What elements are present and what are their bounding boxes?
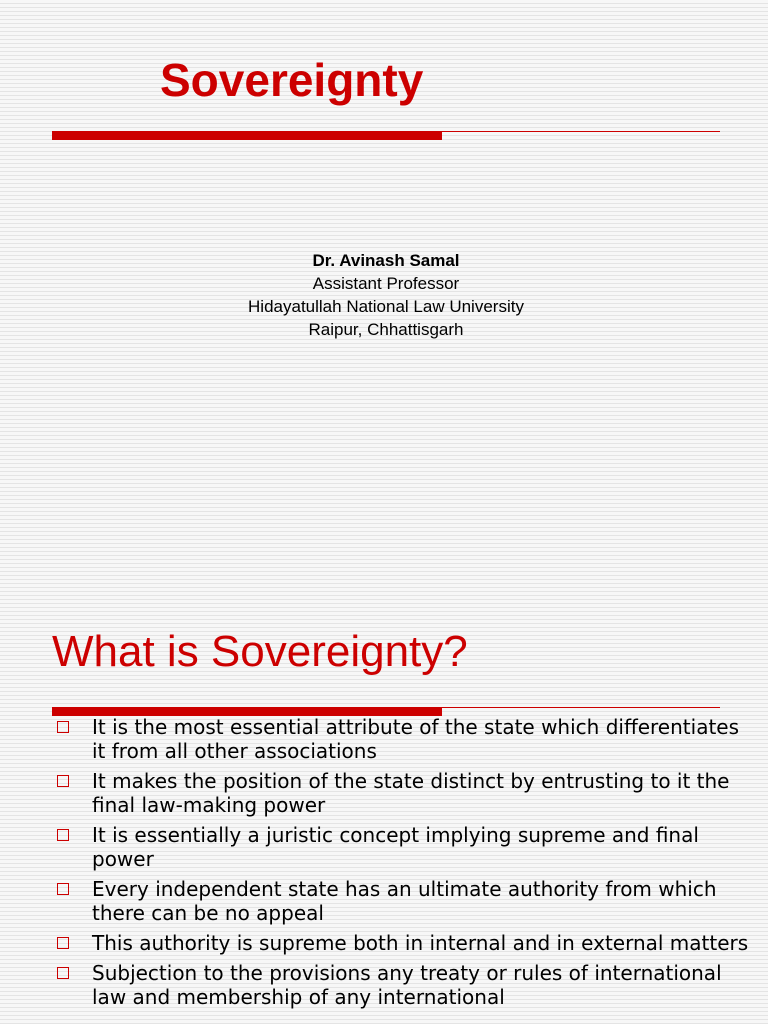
square-bullet-icon — [57, 967, 69, 979]
slide-title: Sovereignty — [160, 54, 424, 106]
title-underline-thick — [52, 132, 442, 140]
bullet-item — [52, 961, 752, 1009]
square-bullet-icon — [57, 937, 69, 949]
square-bullet-icon — [57, 883, 69, 895]
bullet-item — [52, 877, 752, 925]
bullet-item — [52, 823, 752, 871]
bullet-text: It is essentially a juristic concept implying supreme and final power — [92, 823, 699, 871]
square-bullet-icon — [57, 721, 69, 733]
square-bullet-icon — [57, 829, 69, 841]
bullet-item — [52, 769, 752, 817]
slide-title: What is Sovereignty? — [52, 627, 468, 676]
content-slide — [0, 610, 768, 1024]
author-institution: Hidayatullah National Law University — [248, 297, 524, 316]
bullet-text: This authority is supreme both in internal and in external matters — [92, 931, 749, 955]
author-name: Dr. Avinash Samal — [312, 251, 460, 270]
bullet-text: Every independent state has an ultimate authority from which there can be no appeal — [92, 877, 717, 925]
bullet-text: It is the most essential attribute of the state which differentiates it from all other associations — [92, 715, 740, 763]
bullet-text: Subjection to the provisions any treaty or rules of international law and membership of any international — [92, 961, 722, 1009]
author-position: Assistant Professor — [312, 274, 460, 293]
bullet-item — [52, 931, 752, 955]
author-block — [0, 249, 768, 341]
square-bullet-icon — [57, 775, 69, 787]
author-location: Raipur, Chhattisgarh — [308, 320, 464, 339]
bullet-item — [52, 715, 752, 763]
bullet-text: It makes the position of the state distinct by entrusting to it the final law-making power — [92, 769, 730, 817]
bullet-list — [52, 715, 752, 1015]
